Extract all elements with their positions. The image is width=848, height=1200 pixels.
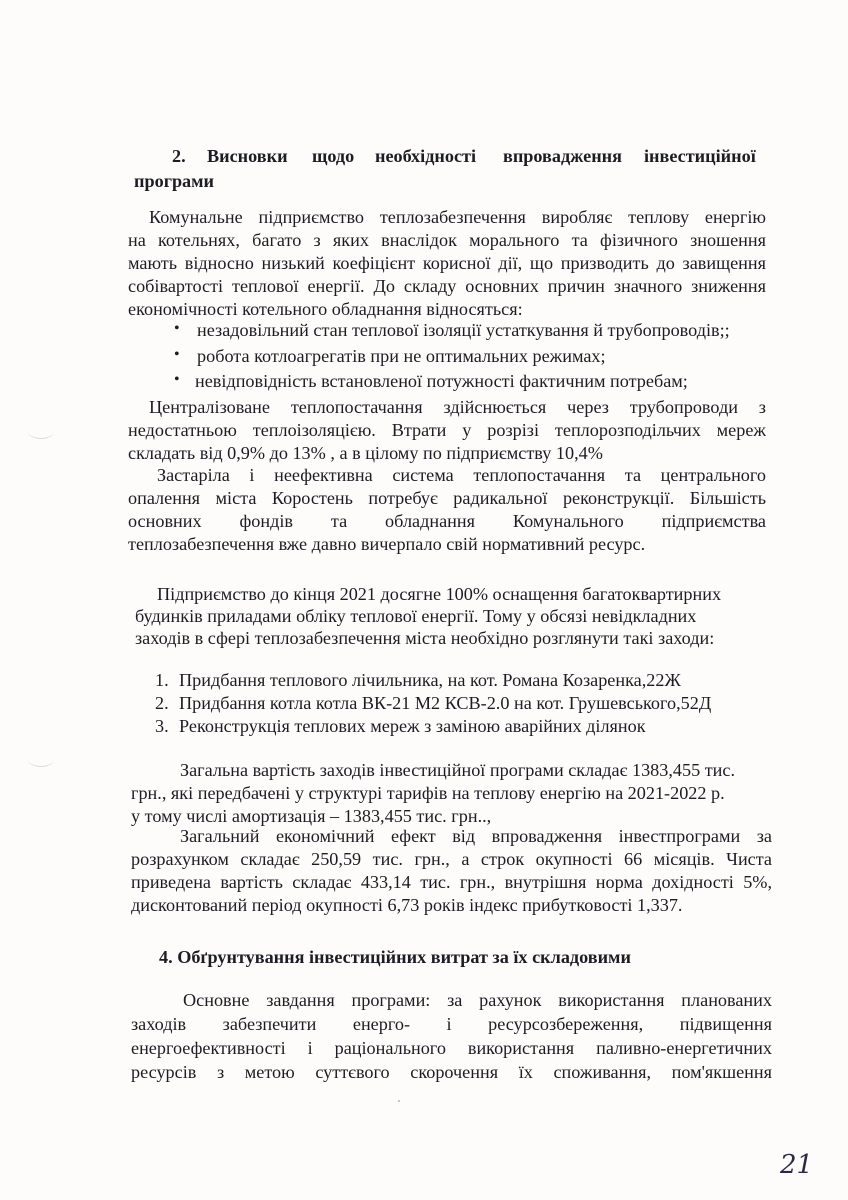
text-line: заходів в сфері теплозабезпечення міста необхідно розглянути такі заходи:	[135, 628, 715, 648]
text-line: економічності котельного обладнання відносяться:	[128, 299, 523, 319]
text-line: дисконтований період окупності 6,73 років індекс прибутковості 1,337.	[131, 895, 683, 915]
heading-word: щодо	[312, 146, 355, 166]
punch-hole-mark	[28, 424, 54, 439]
bullet-icon: •	[174, 371, 180, 388]
text-line: грн., які передбачені у структурі тарифів на теплову енергію на 2021-2022 р.	[131, 783, 725, 803]
bullet-item: незадовільний стан теплової ізоляції устаткування й трубопроводів;;	[197, 320, 730, 340]
text-line: у тому числі амортизація – 1383,455 тис. грн..,	[131, 806, 492, 826]
list-item: Придбання котла котла ВК-21 М2 КСВ-2.0 на кот. Грушевського,52Д	[179, 693, 712, 713]
text-line: заходів забезпечити енерго- і ресурсозбереження, підвищення	[131, 1014, 772, 1034]
text-line: Застаріла і неефективна система теплопостачання та центрального	[157, 465, 766, 485]
heading-word: інвестиційної	[644, 146, 756, 166]
heading-word: Висновки	[207, 146, 288, 166]
text-line: будинків приладами обліку теплової енергії. Тому у обсязі невідкладних	[135, 606, 697, 626]
scan-speck	[398, 1100, 400, 1102]
heading-line-2: програми	[134, 171, 215, 191]
list-number: 1.	[155, 670, 169, 690]
punch-hole-mark	[28, 752, 54, 767]
heading-word: впровадження	[503, 146, 622, 166]
text-line: Загальний економічний ефект від впровадження інвестпрограми за	[180, 826, 772, 846]
text-line: приведена вартість складає 433,14 тис. грн., внутрішня норма дохідності 5%,	[131, 872, 772, 892]
list-number: 3.	[155, 716, 169, 736]
list-item: Придбання теплового лічильника, на кот. Романа Козаренка,22Ж	[179, 670, 681, 690]
page-number: 21	[780, 1150, 814, 1180]
text-line: Підприємство до кінця 2021 досягне 100% оснащення багатоквартирних	[157, 584, 722, 604]
text-line: Комунальне підприємство теплозабезпечення виробляє теплову енергію	[149, 207, 766, 227]
bullet-item: робота котлоагрегатів при не оптимальних режимах;	[197, 346, 606, 366]
text-line: Основне завдання програми: за рахунок використання планованих	[183, 990, 772, 1010]
text-line: основних фондів та обладнання Комунального підприємства	[128, 511, 766, 531]
text-line: опалення міста Коростень потребує радикальної реконструкції. Більшість	[128, 488, 766, 508]
bullet-icon: •	[174, 346, 180, 363]
text-line: складать від 0,9% до 13% , а в цілому по підприємству 10,4%	[128, 443, 603, 463]
text-line: мають відносно низький коефіцієнт корисної дії, що призводить до завищення	[128, 253, 766, 273]
text-line: Загальна вартість заходів інвестиційної програми складає 1383,455 тис.	[180, 760, 736, 780]
heading-number: 2.	[172, 146, 186, 166]
text-line: ресурсів з метою суттєвого скорочення їх споживання, пом'якшення	[131, 1062, 772, 1082]
section-4-heading: 4. Обґрунтування інвестиційних витрат за їх складовими	[159, 947, 631, 967]
bullet-item: невідповідність встановленої потужності фактичним потребам;	[195, 371, 688, 391]
text-line: теплозабезпечення вже давно вичерпало свій нормативний ресурс.	[128, 534, 646, 554]
bullet-icon: •	[174, 320, 180, 337]
heading-word: необхідності	[375, 146, 477, 166]
text-line: енергоефективності і раціонального використання паливно-енергетичних	[131, 1038, 772, 1058]
text-line: недостатньою теплоізоляцією. Втрати у розрізі теплорозподільчих мереж	[128, 420, 766, 440]
list-item: Реконструкція теплових мереж з заміною аварійних ділянок	[179, 716, 646, 736]
text-line: розрахунком складає 250,59 тис. грн., а строк окупності 66 місяців. Чиста	[131, 849, 772, 869]
list-number: 2.	[155, 693, 169, 713]
text-line: на котельнях, багато з яких внаслідок морального та фізичного зношення	[128, 230, 766, 250]
text-line: Централізоване теплопостачання здійснюється через трубопроводи з	[149, 397, 766, 417]
text-line: собівартості теплової енергії. До складу основних причин значного зниження	[128, 276, 766, 296]
